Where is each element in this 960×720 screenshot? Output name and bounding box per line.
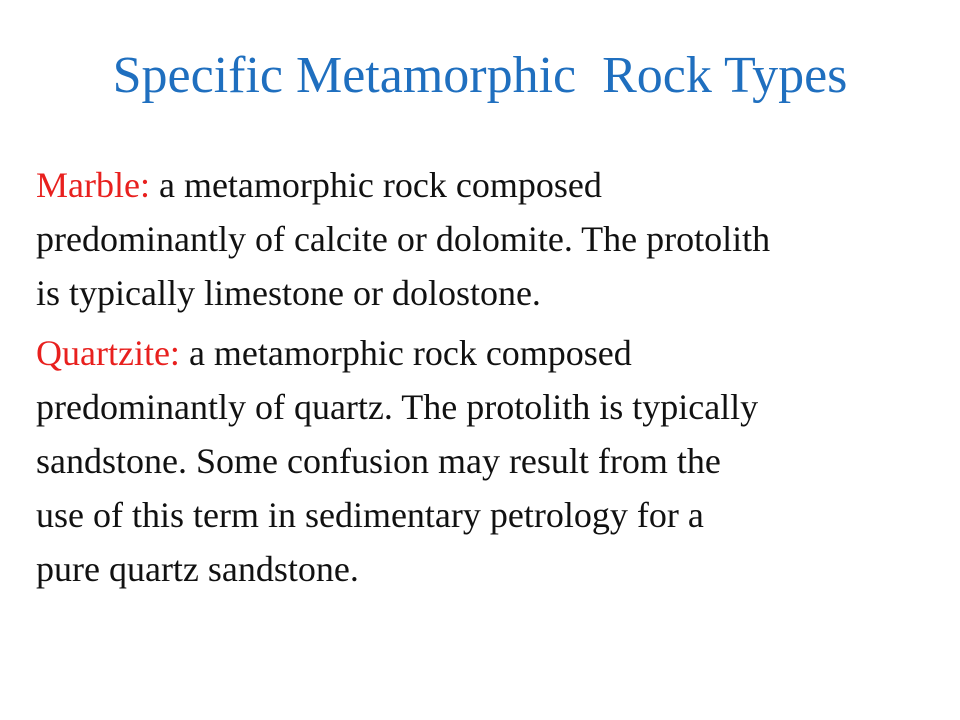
definition-term: Marble: bbox=[36, 165, 150, 205]
definition-text: a metamorphic rock composed bbox=[179, 333, 632, 373]
definition-first-line bbox=[36, 326, 936, 380]
definition-text-line: is typically limestone or dolostone. bbox=[36, 273, 541, 313]
definition-text: a metamorphic rock composed bbox=[149, 165, 602, 205]
definition-quartzite bbox=[36, 326, 936, 596]
definition-term: Quartzite: bbox=[36, 333, 180, 373]
definition-text-line: predominantly of quartz. The protolith is typically bbox=[36, 387, 759, 427]
slide-title: Specific Metamorphic Rock Types bbox=[112, 47, 848, 104]
definition-text-line: use of this term in sedimentary petrology for a bbox=[36, 495, 704, 535]
definition-marble bbox=[36, 158, 936, 320]
definition-text-line: predominantly of calcite or dolomite. The protolith bbox=[36, 219, 771, 259]
definition-text-line: pure quartz sandstone. bbox=[36, 549, 359, 589]
slide-body bbox=[36, 158, 936, 602]
definition-first-line bbox=[36, 158, 936, 212]
definition-text-line: sandstone. Some confusion may result from the bbox=[36, 441, 721, 481]
